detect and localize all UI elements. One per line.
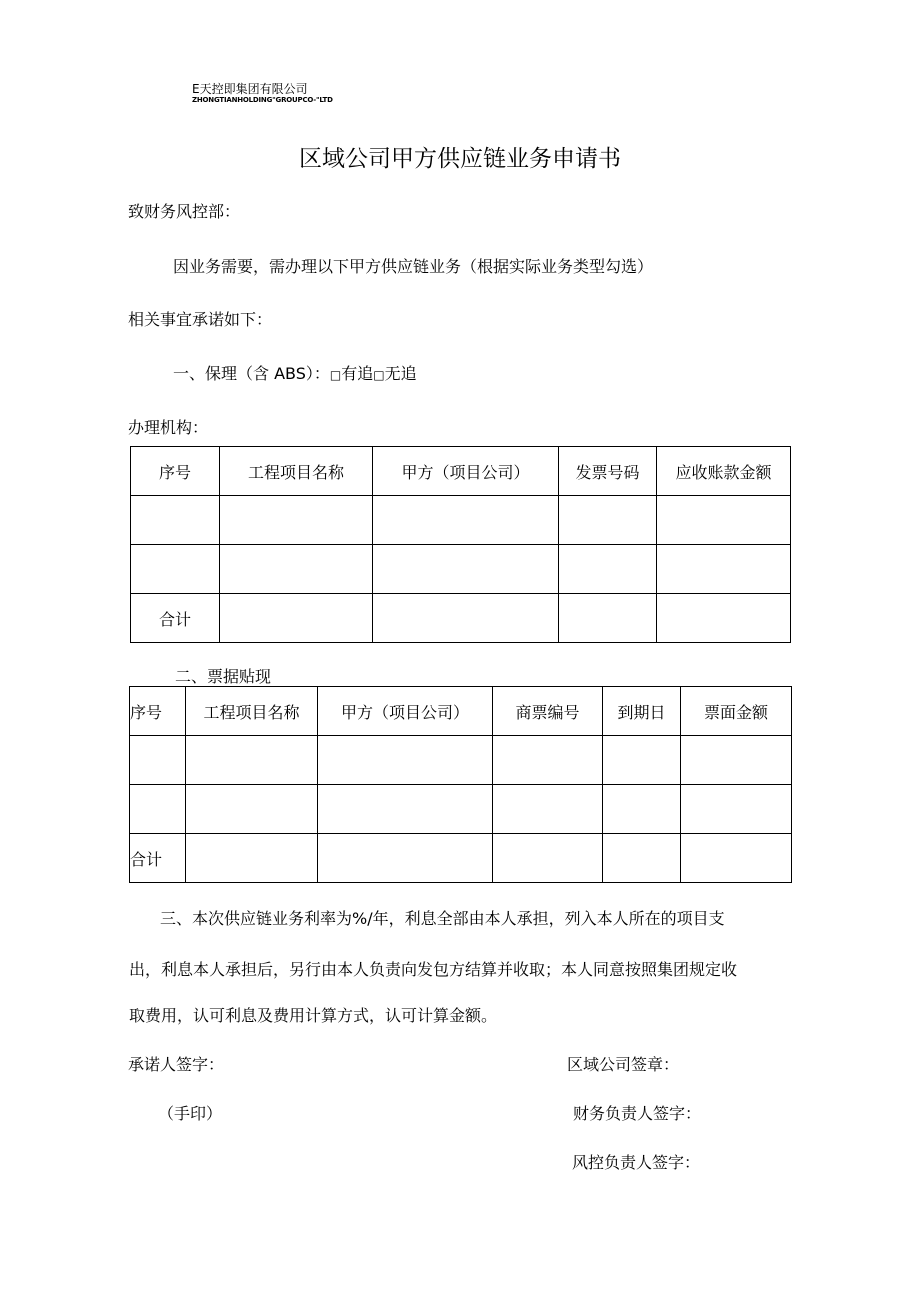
table-cell[interactable] [657,496,791,545]
table-header-row [130,687,792,736]
table-cell[interactable] [130,736,186,785]
table-header-cell: 票面金额 [681,687,792,736]
table-cell[interactable] [493,785,603,834]
table-cell[interactable] [186,834,318,883]
table-row [130,785,792,834]
section2-heading: 二、票据贴现 [175,667,272,686]
company-logo-name: E天控即集团有限公司 [192,82,308,96]
table-cell[interactable] [657,594,791,643]
table-cell[interactable] [130,785,186,834]
table-cell[interactable] [131,496,220,545]
table-header-cell: 商票编号 [493,687,603,736]
table-header-cell: 到期日 [603,687,681,736]
table-cell[interactable] [373,496,559,545]
table-header-cell: 工程项目名称 [220,447,373,496]
table-cell[interactable] [373,545,559,594]
section1-line [173,361,417,384]
table-cell[interactable] [681,785,792,834]
institution-label: 办理机构： [128,418,209,437]
table-header-cell: 工程项目名称 [186,687,318,736]
table-cell[interactable] [559,496,657,545]
total-label: 合计 [130,834,186,883]
section3-line-1: 三、本次供应链业务利率为%/年，利息全部由本人承担，列入本人所在的项目支 [160,909,725,928]
no-recourse-checkbox-icon[interactable]: □ [373,368,385,382]
recourse-checkbox-icon[interactable]: □ [329,368,342,382]
salutation: 致财务风控部： [128,202,241,221]
discount-table [129,686,792,883]
table-cell[interactable] [493,736,603,785]
table-row [131,545,791,594]
table-cell[interactable] [318,736,493,785]
factoring-table [130,446,791,643]
intro-text: 因业务需要，需办理以下甲方供应链业务（根据实际业务类型勾选） [173,257,654,276]
table-cell[interactable] [220,545,373,594]
promisor-signature-label: 承诺人签字： [128,1055,225,1074]
table-row [130,736,792,785]
table-cell[interactable] [318,834,493,883]
table-cell[interactable] [373,594,559,643]
commitment-text: 相关事宜承诺如下： [128,310,273,329]
section3-line-2: 出，利息本人承担后，另行由本人负责向发包方结算并收取；本人同意按照集团规定收 [129,960,738,979]
table-cell[interactable] [681,736,792,785]
table-header-cell: 应收账款金额 [657,447,791,496]
table-cell[interactable] [131,545,220,594]
table-cell[interactable] [318,785,493,834]
total-label: 合计 [131,594,220,643]
table-cell[interactable] [559,545,657,594]
table-cell[interactable] [220,594,373,643]
company-logo-english: ZHONGTIANHOLDING"GROUPCO-"LTD [192,96,333,104]
table-total-row [131,594,791,643]
table-row [131,496,791,545]
option-recourse-label: 有追 [341,364,374,383]
table-header-cell: 发票号码 [559,447,657,496]
table-cell[interactable] [681,834,792,883]
table-cell[interactable] [657,545,791,594]
section1-heading: 一、保理（含 ABS）： [173,364,330,383]
table-cell[interactable] [186,736,318,785]
table-header-cell: 序号 [130,687,186,736]
section3-line-3: 取费用，认可利息及费用计算方式，认可计算金额。 [129,1006,498,1025]
table-cell[interactable] [186,785,318,834]
regional-seal-label: 区域公司签章： [567,1055,680,1074]
table-header-cell: 甲方（项目公司） [373,447,559,496]
table-cell[interactable] [220,496,373,545]
table-cell[interactable] [559,594,657,643]
table-cell[interactable] [603,785,681,834]
option-no-recourse-label: 无追 [384,364,417,383]
table-total-row [130,834,792,883]
finance-head-signature-label: 财务负责人签字： [573,1104,702,1123]
table-cell[interactable] [493,834,603,883]
table-header-cell: 甲方（项目公司） [318,687,493,736]
table-header-row [131,447,791,496]
risk-head-signature-label: 风控负责人签字： [572,1153,701,1172]
table-cell[interactable] [603,736,681,785]
handprint-label: （手印） [158,1104,223,1123]
table-header-cell: 序号 [131,447,220,496]
document-title: 区域公司甲方供应链业务申请书 [299,146,621,172]
table-cell[interactable] [603,834,681,883]
